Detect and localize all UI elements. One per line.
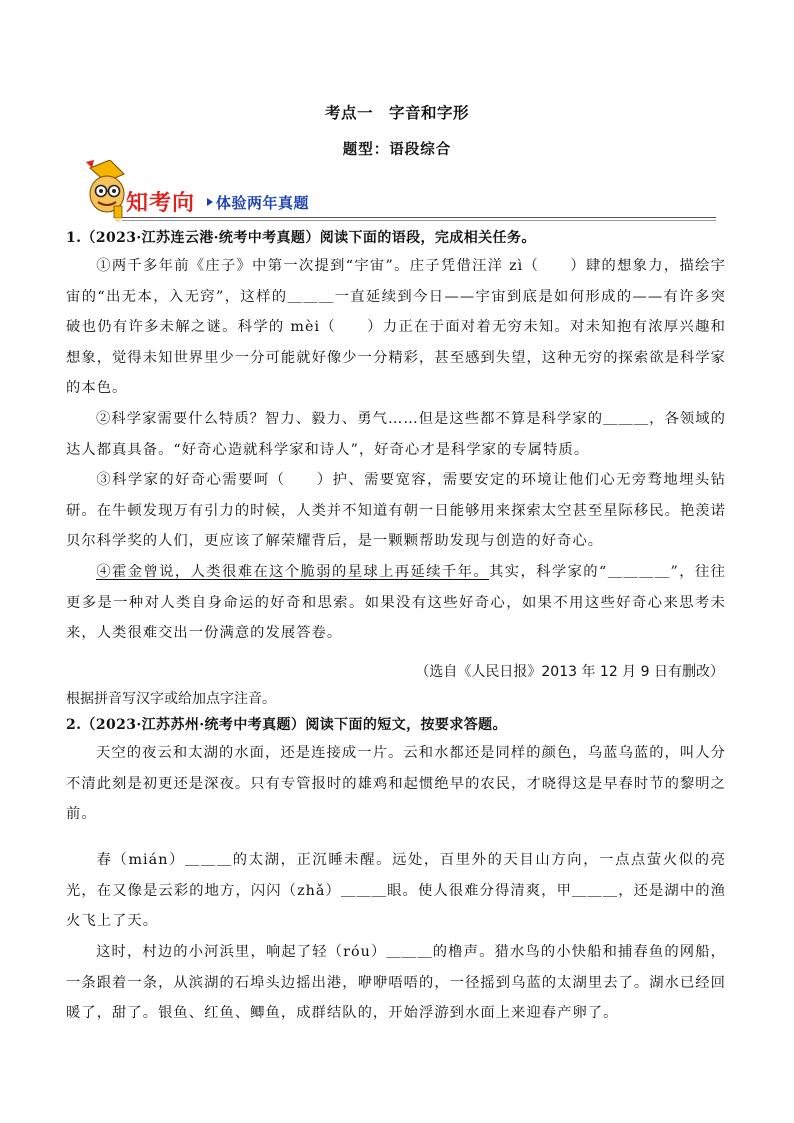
underlined-sentence: ④霍金曾说，人类很难在这个脆弱的星球上再延续千年。	[96, 564, 490, 580]
question-1-stem: 1.（2023·江苏连云港·统考中考真题）阅读下面的语段，完成相关任务。	[66, 230, 536, 246]
banner-divider	[122, 217, 716, 218]
source-citation: （选自《人民日报》2013 年 12 月 9 日有删改）	[415, 664, 724, 680]
q1-task: 根据拼音写汉字或给加点字注音。	[66, 691, 276, 707]
q2-paragraph-3: 这时，村边的小河浜里，响起了轻（róu）＿＿＿的橹声。猎水鸟的小快船和捕春鱼的网船，一条跟着一条，从滨湖的石埠头边摇出港，咿咿唔唔的，一径摇到乌蓝的太湖里去了。湖水已经回暖了，甜了。银鱼、红鱼、鲫鱼，成群结队的，开始浮游到水面上来迎春产卵了。	[66, 944, 726, 1021]
q1-paragraph-4: ④霍金曾说，人类很难在这个脆弱的星球上再延续千年。其实，科学家的“＿＿＿＿”，往往更多是一种对人类自身命运的好奇和思索。如果没有这些好奇心，如果不用这些好奇心来思考未来，人类很难交出一份满意的发展答卷。	[66, 564, 727, 641]
banner-sub-label: 体验两年真题	[216, 194, 310, 212]
q2-paragraph-1: 天空的夜云和太湖的水面，还是连接成一片。云和水都还是同样的颜色，乌蓝乌蓝的，叫人分不清此刻是初更还是深夜。只有专管报时的雄鸡和起惯绝早的农民，才晓得这是早春时节的黎明之前。	[66, 745, 726, 822]
q1-paragraph-2: ②科学家需要什么特质？智力、毅力、勇气……但是这些都不算是科学家的＿＿＿，各领域的达人都真具备。“好奇心造就科学家和诗人”，好奇心才是科学家的专属特质。	[66, 411, 726, 458]
q2-paragraph-2: 春（mián）＿＿＿的太湖，正沉睡未醒。远处，百里外的天目山方向，一点点萤火似的亮光，在又像是云彩的地方，闪闪（zhǎ）＿＿＿眼。使人很难分得清爽，甲＿＿＿，还是湖中的渔火飞上了天。	[66, 852, 726, 929]
q1-paragraph-3: ③科学家的好奇心需要呵（ ）护、需要宽容，需要安定的环境让他们心无旁骛地埋头钻研。在牛顿发现万有引力的时候，人类并不知道有朝一日能够用来探索太空甚至星际移民。艳羡诺贝尔科学奖的人们，更应该了解荣耀背后，是一颗颗帮助发现与创造的好奇心。	[66, 472, 726, 549]
q1-paragraph-1: ①两千多年前《庄子》中第一次提到“宇宙”。庄子凭借汪洋 zì（ ）肆的想象力，描绘宇宙的“出无本，入无窍”，这样的＿＿＿一直延续到今日——宇宙到底是如何形成的——有许多突破也仍有许多未解之谜。科学的 mèi（ ）力正在于面对着无穷未知。对未知抱有浓厚兴趣和想象，觉得未知世界里少一分可能就好像少一分精彩，甚至感到失望，这种无穷的探索欲是科学家的本色。	[66, 258, 726, 396]
banner-divider-thin	[122, 220, 716, 221]
page-subtitle: 题型：语段综合	[342, 141, 452, 158]
triangle-arrow-icon	[207, 198, 213, 206]
page-title: 考点一 字音和字形	[324, 104, 469, 122]
banner-main-label: 知考向	[126, 191, 196, 216]
question-2-stem: 2.（2023·江苏苏州·统考中考真题）阅读下面的短文，按要求答题。	[66, 717, 507, 733]
